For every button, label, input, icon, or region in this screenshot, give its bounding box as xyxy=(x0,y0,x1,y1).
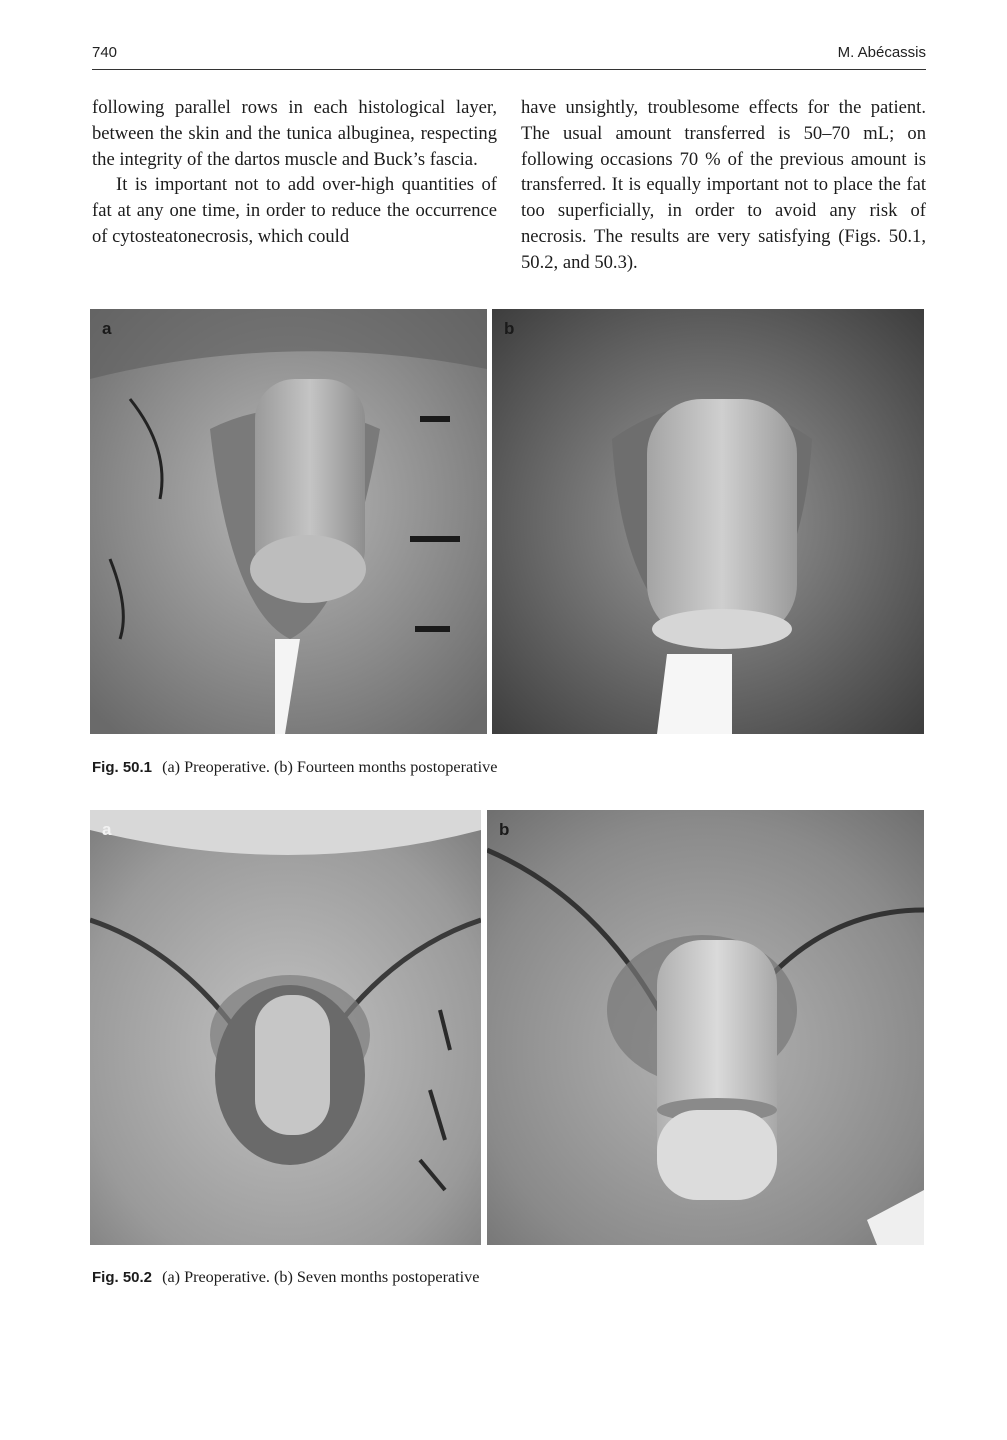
caption-text: (a) Preoperative. (b) Fourteen months postoperative xyxy=(162,758,498,776)
figure-caption xyxy=(92,758,497,777)
paragraph: It is important not to add over-high quantities of fat at any one time, in order to reduce the occurrence of cytosteatonecrosis, which could xyxy=(92,174,497,247)
figure-photo-preoperative xyxy=(90,309,487,734)
page-number: 740 xyxy=(92,44,118,61)
body-column-right xyxy=(521,95,926,276)
figure-photo-preoperative xyxy=(90,810,481,1245)
figure-caption xyxy=(92,1268,479,1287)
figure-label: Fig. 50.2 xyxy=(92,1269,153,1286)
figure-photo-postoperative xyxy=(487,810,924,1245)
figure-50-2 xyxy=(90,810,924,1245)
figure-label: Fig. 50.1 xyxy=(92,759,153,776)
panel-label: a xyxy=(102,820,112,839)
panel-label: a xyxy=(102,319,112,338)
panel-label: b xyxy=(499,820,510,839)
figure-photo-postoperative xyxy=(492,309,924,734)
paragraph: following parallel rows in each histological layer, between the skin and the tunica albuginea, respecting the integrity of the dartos muscle and Buck’s fascia. xyxy=(92,97,497,170)
paragraph: have unsightly, troublesome effects for the patient. The usual amount transferred is 50–70 mL; on following occasions 70 % of the previous amount is transferred. It is equally important not to place the fat too superficially, in order to avoid any risk of necrosis. The results are very satisfying (Figs. 50.1, 50.2, and 50.3). xyxy=(521,97,926,273)
figure-50-1 xyxy=(90,309,924,734)
panel-label: b xyxy=(504,319,515,338)
running-head xyxy=(92,40,926,66)
caption-text: (a) Preoperative. (b) Seven months postoperative xyxy=(162,1268,480,1286)
body-column-left xyxy=(92,95,497,250)
header-rule xyxy=(92,69,926,70)
running-author: M. Abécassis xyxy=(837,44,926,61)
